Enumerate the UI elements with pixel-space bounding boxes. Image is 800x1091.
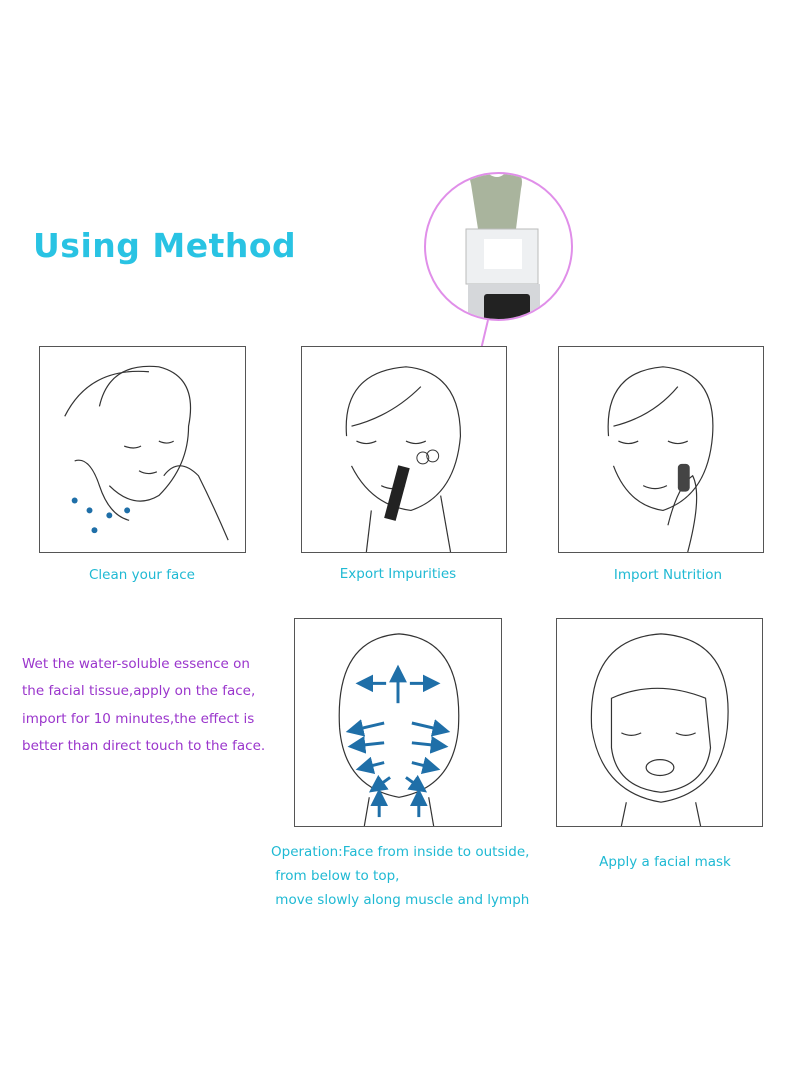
import-note-line: the facial tissue,apply on the face, bbox=[22, 683, 256, 700]
operation-note-line: Operation:Face from inside to outside, bbox=[271, 844, 530, 860]
import-note-line: Wet the water-soluble essence on bbox=[22, 656, 250, 672]
panel-import-nutrition bbox=[558, 346, 764, 553]
import-note-line: better than direct touch to the face. bbox=[22, 737, 266, 754]
face-mask-illustration bbox=[557, 619, 762, 826]
face-with-device-illustration bbox=[559, 347, 763, 552]
panel-facial-mask bbox=[556, 618, 763, 827]
device-closeup-image bbox=[424, 172, 573, 321]
caption-facial-mask: Apply a facial mask bbox=[599, 854, 731, 870]
caption-clean-face: Clean your face bbox=[88, 567, 195, 583]
operation-note-line: move slowly along muscle and lymph bbox=[271, 892, 530, 908]
caption-export-impurities: Export Impurities bbox=[339, 566, 457, 582]
caption-import-nutrition: Import Nutrition bbox=[613, 567, 723, 583]
page-title: Using Method bbox=[33, 226, 297, 265]
import-note-line: import for 10 minutes,the effect is bbox=[22, 710, 255, 727]
operation-note-line: from below to top, bbox=[271, 868, 400, 884]
panel-clean-face bbox=[39, 346, 246, 553]
face-with-device-illustration bbox=[302, 347, 506, 552]
operation-note bbox=[271, 840, 529, 912]
face-washing-illustration bbox=[40, 347, 245, 552]
panel-massage-directions bbox=[294, 618, 502, 827]
face-arrows-diagram bbox=[295, 619, 501, 826]
panel-export-impurities bbox=[301, 346, 507, 553]
import-note bbox=[22, 651, 265, 760]
